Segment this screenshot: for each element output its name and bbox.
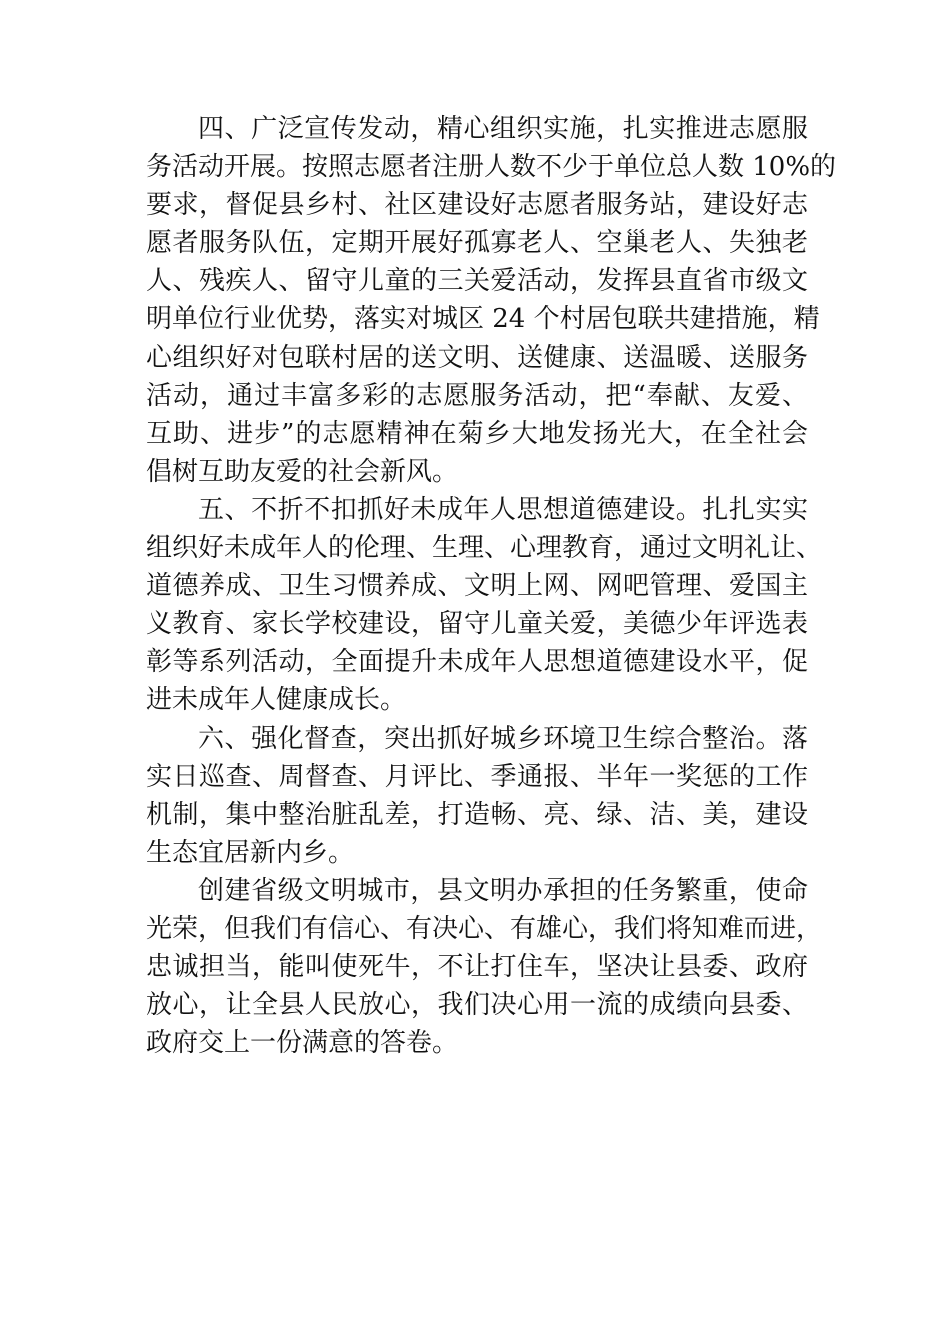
paragraph-line: 义教育、家长学校建设，留守儿童关爱，美德少年评选表: [146, 609, 808, 640]
paragraph-line: 创建省级文明城市，县文明办承担的任务繁重，使命: [198, 875, 808, 906]
paragraph-line: 明单位行业优势，落实对城区 24 个村居包联共建措施，精: [146, 304, 820, 335]
paragraph-line: 机制，集中整治脏乱差，打造畅、亮、绿、洁、美，建设: [146, 799, 808, 830]
paragraph-line: 务活动开展。按照志愿者注册人数不少于单位总人数 10%的: [146, 152, 837, 183]
paragraph-line: 实日巡查、周督查、月评比、季通报、半年一奖惩的工作: [146, 761, 808, 792]
paragraph-line: 六、强化督查，突出抓好城乡环境卫生综合整治。落: [198, 723, 808, 754]
paragraph-line: 四、广泛宣传发动，精心组织实施，扎实推进志愿服: [198, 114, 808, 144]
paragraph: [146, 720, 808, 872]
paragraph: [146, 491, 823, 720]
paragraph-line: 进未成年人健康成长。: [146, 685, 407, 716]
paragraph-line: 放心，让全县人民放心，我们决心用一流的成绩向县委、: [146, 990, 808, 1021]
paragraph-line: 愿者服务队伍，定期开展好孤寡老人、空巢老人、失独老: [146, 228, 808, 259]
paragraph-line: 五、不折不扣抓好未成年人思想道德建设。扎扎实实: [198, 494, 808, 525]
paragraph: [146, 110, 837, 491]
paragraph-line: 道德养成、卫生习惯养成、文明上网、网吧管理、爱国主: [146, 571, 808, 602]
paragraph-line: 人、残疾人、留守儿童的三关爱活动，发挥县直省市级文: [146, 266, 808, 297]
paragraph-line: 生态宜居新内乡。: [146, 837, 355, 868]
paragraph-line: 组织好未成年人的伦理、生理、心理教育，通过文明礼让、: [146, 533, 823, 564]
paragraph-line: 倡树互助友爱的社会新风。: [146, 456, 459, 487]
paragraph-line: 互助、进步”的志愿精神在菊乡大地发扬光大，在全社会: [146, 418, 808, 449]
paragraph-line: 心组织好对包联村居的送文明、送健康、送温暖、送服务: [146, 342, 808, 373]
paragraph-line: 要求，督促县乡村、社区建设好志愿者服务站，建设好志: [146, 190, 808, 221]
paragraph-line: 活动，通过丰富多彩的志愿服务活动，把“奉献、友爱、: [146, 380, 808, 411]
paragraph-line: 忠诚担当，能叫使死牛，不让打住车，坚决让县委、政府: [146, 952, 808, 983]
document-body: [146, 110, 837, 1062]
paragraph-line: 政府交上一份满意的答卷。: [146, 1028, 459, 1059]
paragraph-line: 光荣，但我们有信心、有决心、有雄心，我们将知难而进，: [146, 913, 823, 944]
paragraph: [146, 872, 823, 1062]
paragraph-line: 彰等系列活动，全面提升未成年人思想道德建设水平，促: [146, 647, 808, 678]
